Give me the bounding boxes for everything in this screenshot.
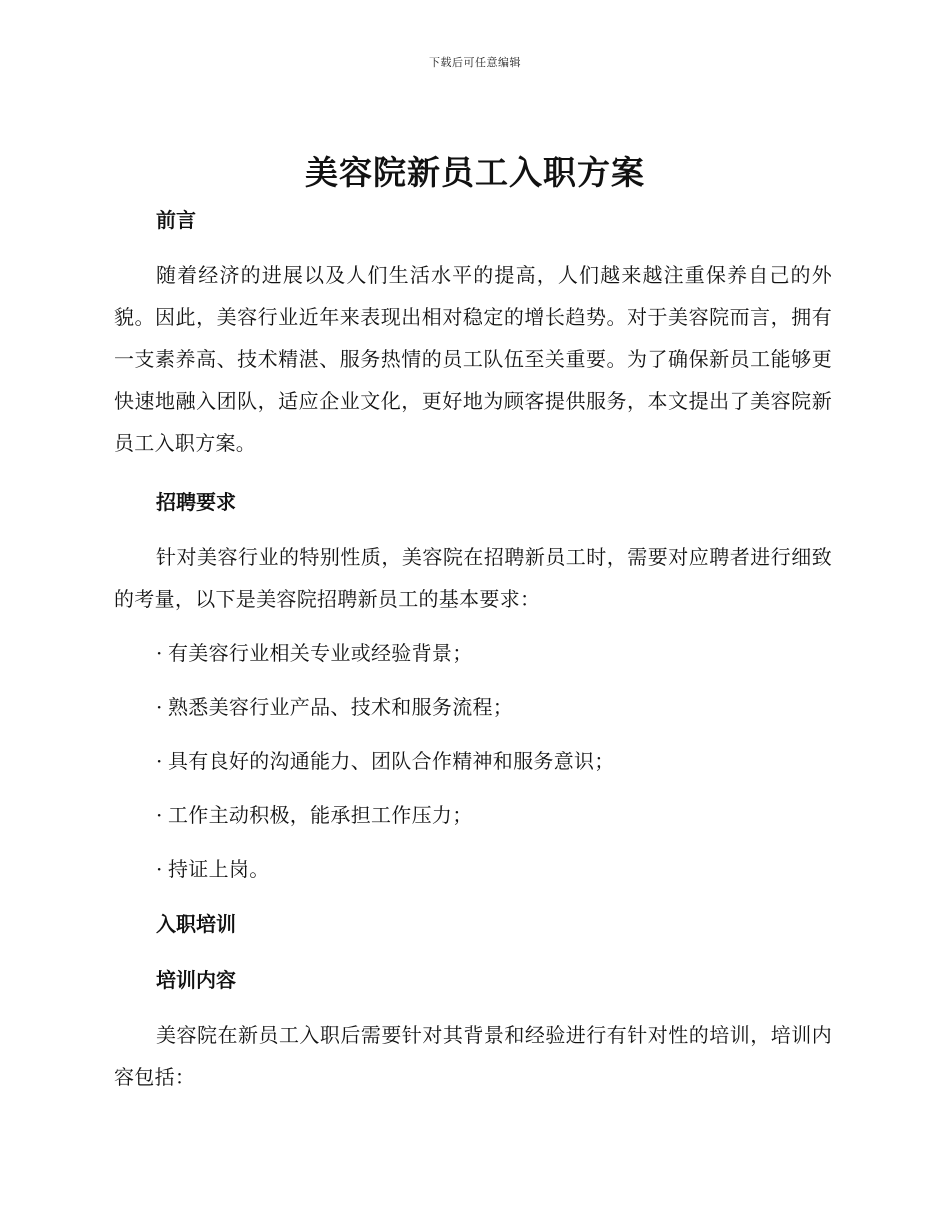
list-item <box>114 632 832 674</box>
bullet-dot-icon: · <box>156 749 163 773</box>
spacer <box>114 524 832 536</box>
section-heading-preface: 前言 <box>156 208 196 232</box>
subsection-heading-training-content: 培训内容 <box>156 968 236 992</box>
training-content-paragraph: 美容院在新员工入职后需要针对其背景和经验进行有针对性的培训，培训内容包括： <box>114 1023 832 1089</box>
recruitment-paragraph: 针对美容行业的特别性质，美容院在招聘新员工时，需要对应聘者进行细致的考量，以下是美容院招聘新员工的基本要求： <box>114 545 832 611</box>
list-item-text: 持证上岗。 <box>168 857 270 881</box>
spacer <box>114 464 832 480</box>
bullet-dot-icon: · <box>156 695 163 719</box>
list-item <box>114 740 832 782</box>
list-item-text: 工作主动积极，能承担工作压力； <box>168 803 473 827</box>
document-body <box>114 198 832 1098</box>
recruitment-requirements-list <box>114 632 832 890</box>
section-heading-onboarding: 入职培训 <box>156 912 236 936</box>
spacer <box>114 242 832 254</box>
preface-paragraph: 随着经济的进展以及人们生活水平的提高，人们越来越注重保养自己的外貌。因此，美容行业近年来表现出相对稳定的增长趋势。对于美容院而言，拥有一支素养高、技术精湛、服务热情的员工队伍至关重要。为了确保新员工能够更快速地融入团队，适应企业文化，更好地为顾客提供服务，本文提出了美容院新员工入职方案。 <box>114 263 832 455</box>
list-item <box>114 686 832 728</box>
list-item-text: 有美容行业相关专业或经验背景； <box>168 641 473 665</box>
page-header-note: 下载后可任意编辑 <box>429 56 521 69</box>
document-title: 美容院新员工入职方案 <box>305 153 645 192</box>
bullet-dot-icon: · <box>156 641 163 665</box>
spacer <box>114 1002 832 1014</box>
list-item <box>114 848 832 890</box>
section-heading-recruitment: 招聘要求 <box>156 490 236 514</box>
spacer <box>114 890 832 902</box>
bullet-dot-icon: · <box>156 803 163 827</box>
spacer <box>114 620 832 632</box>
spacer <box>114 946 832 958</box>
list-item-text: 具有良好的沟通能力、团队合作精神和服务意识； <box>168 749 615 773</box>
list-item <box>114 794 832 836</box>
list-item-text: 熟悉美容行业产品、技术和服务流程； <box>168 695 514 719</box>
bullet-dot-icon: · <box>156 857 163 881</box>
